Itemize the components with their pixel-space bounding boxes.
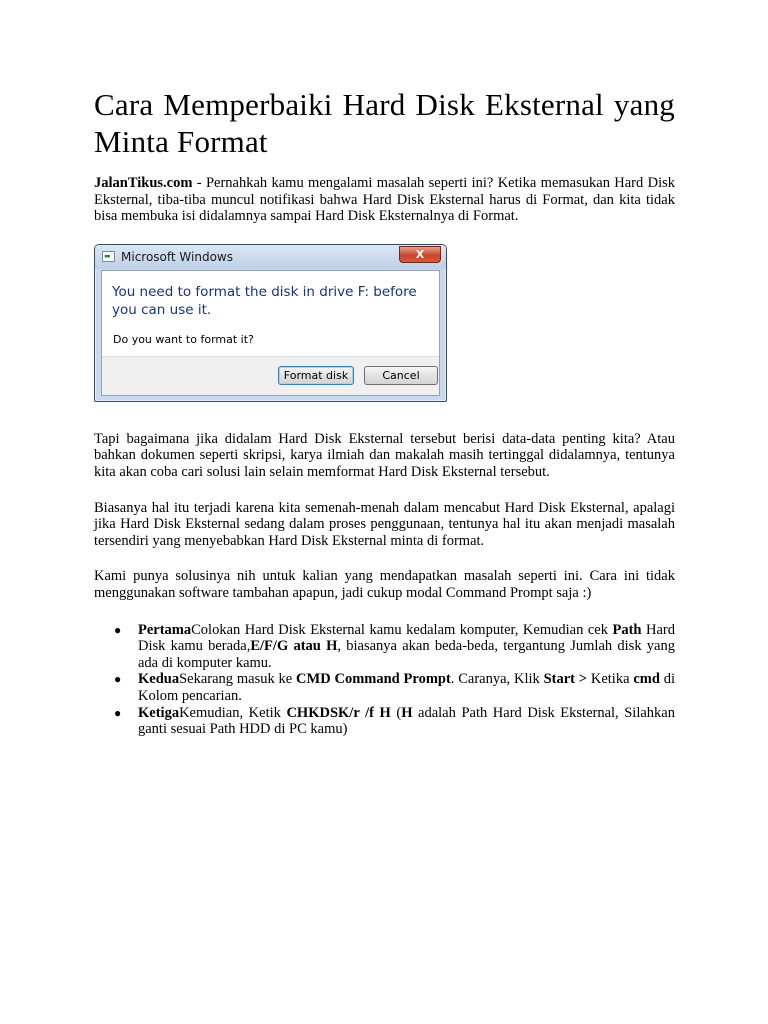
dialog-footer — [102, 356, 439, 395]
step-lead: Ketiga — [138, 704, 180, 721]
step-bold: Start > — [543, 671, 588, 688]
page-title: Cara Memperbaiki Hard Disk Eksternal yang Minta Format — [94, 87, 675, 159]
step-item-2 — [94, 671, 675, 704]
step-text: . Caranya, Klik — [450, 671, 544, 688]
window-app-icon: ▬ — [102, 251, 115, 262]
bullet-icon: ● — [114, 622, 122, 637]
intro-paragraph — [94, 175, 675, 225]
intro-text: - Pernahkah kamu mengalami masalah seperti ini? Ketika memasukan Hard Disk Eksternal, tiba-tiba muncul notifikasi bahwa Hard Disk Eksternal harus di Format, dan kita tidak bisa membuka isi didalamnya sampai Hard Disk Eksternalnya di Format. — [94, 175, 675, 225]
dialog-message: You need to format the disk in drive F: before you can use it. — [112, 283, 417, 318]
step-item-3 — [94, 705, 675, 738]
format-disk-dialog-screenshot — [94, 244, 447, 402]
step-text: di Kolom pencarian. — [138, 671, 676, 704]
dialog-titlebar — [95, 245, 446, 269]
document-page — [94, 86, 675, 738]
bullet-icon: ● — [114, 672, 122, 687]
step-bold: Path — [612, 621, 642, 638]
site-name: JalanTikus.com — [94, 175, 193, 191]
dialog-question: Do you want to format it? — [113, 332, 254, 346]
dialog-body — [101, 270, 440, 396]
cancel-button: Cancel — [364, 366, 438, 385]
step-lead: Pertama — [138, 621, 192, 638]
step-text: , biasanya akan beda-beda, tergantung Jumlah disk yang ada di komputer kamu. — [138, 638, 675, 671]
step-bold: cmd — [633, 671, 660, 688]
step-bold: H — [401, 704, 413, 721]
step-bold: CHKDSK/r /f H — [286, 704, 391, 721]
step-text: Hard Disk kamu berada, — [138, 621, 675, 655]
step-item-1 — [94, 622, 675, 672]
body-paragraph-2: Biasanya hal itu terjadi karena kita semenah-menah dalam mencabut Hard Disk Eksternal, apalagi jika Hard Disk Eksternal sedang dalam proses penggunaan, tentunya hal itu akan menjadi masalah tersendiri yang menyebabkan Hard Disk Eksternal minta di format. — [94, 499, 675, 549]
step-text: ( — [390, 704, 402, 721]
steps-list — [94, 622, 675, 738]
step-text: Colokan Hard Disk Eksternal kamu kedalam komputer, Kemudian cek — [191, 621, 613, 638]
step-bold: E/F/G atau H — [250, 638, 338, 655]
step-text: Kemudian, Ketik — [179, 704, 287, 721]
body-paragraph-1: Tapi bagaimana jika didalam Hard Disk Eksternal tersebut berisi data-data penting kita? Atau bahkan dokumen seperti skripsi, karya ilmiah dan makalah masih tertinggal didalamnya, tentunya kita akan coba cari solusi lain selain memformat Hard Disk Eksternal tersebut. — [94, 430, 675, 480]
close-icon: X — [399, 246, 441, 263]
format-disk-button: Format disk — [278, 366, 354, 385]
bullet-icon: ● — [114, 705, 122, 720]
step-text: adalah Path Hard Disk Eksternal, Silahkan ganti sesuai Path HDD di PC kamu) — [138, 704, 675, 738]
dialog-title: Microsoft Windows — [121, 249, 233, 264]
body-paragraph-3: Kami punya solusinya nih untuk kalian yang mendapatkan masalah seperti ini. Cara ini tidak menggunakan software tambahan apapun, jadi cukup modal Command Prompt saja :) — [94, 568, 675, 601]
step-bold: CMD Command Prompt — [296, 671, 451, 688]
step-lead: Kedua — [138, 671, 180, 688]
step-text: Sekarang masuk ke — [179, 671, 297, 688]
step-text: Ketika — [587, 671, 634, 688]
